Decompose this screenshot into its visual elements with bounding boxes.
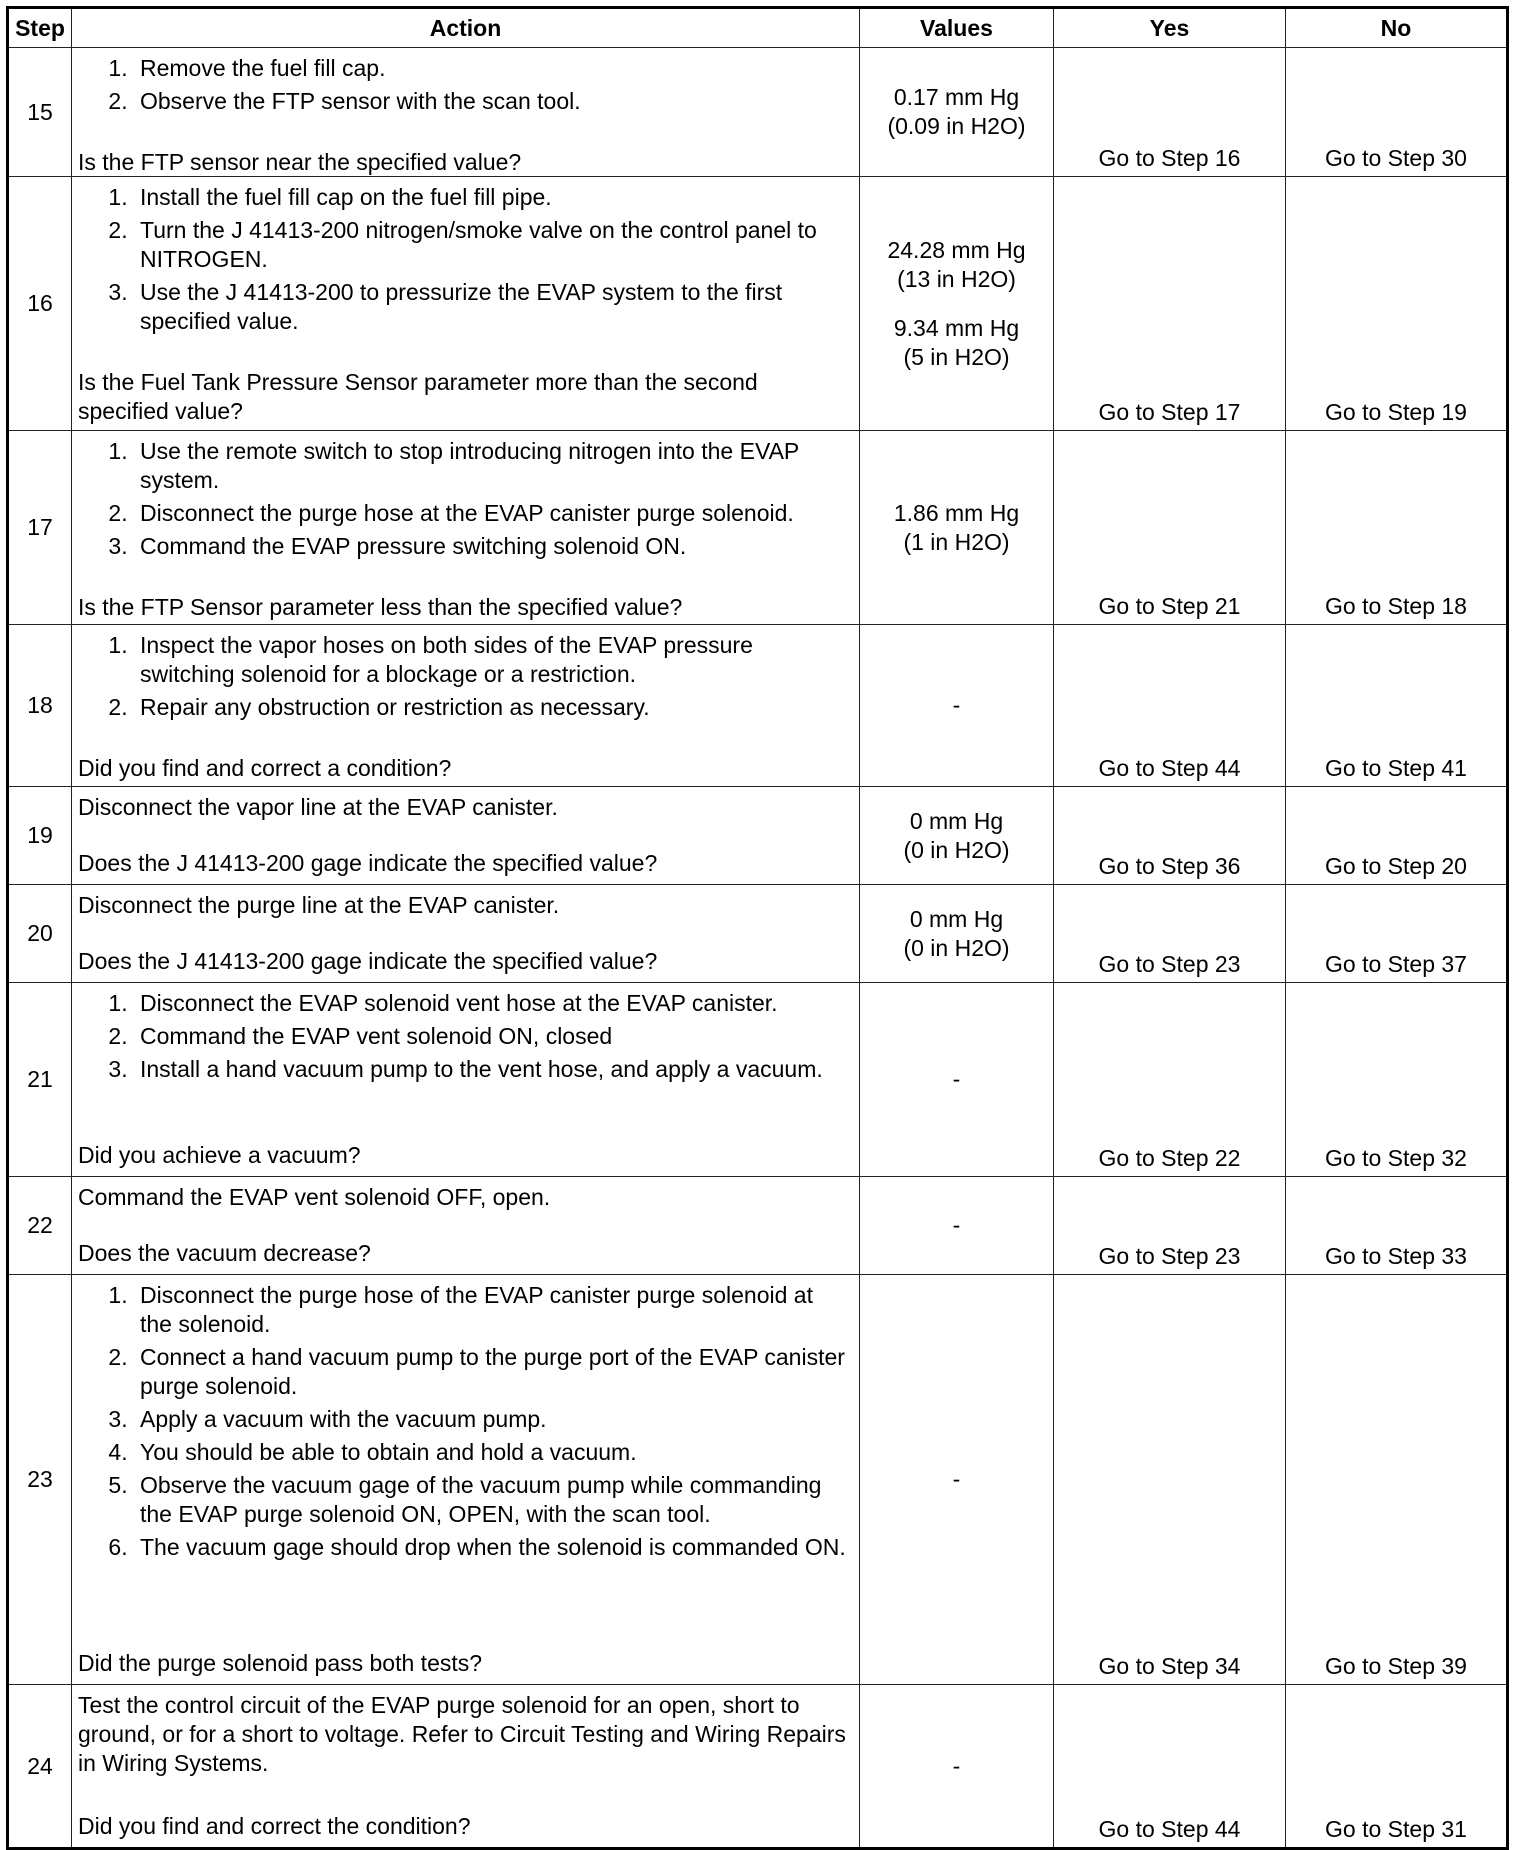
no-outcome: Go to Step 41 <box>1286 625 1508 787</box>
action-cell <box>72 1177 860 1275</box>
action-question: Is the FTP Sensor parameter less than the specified value? <box>78 594 683 620</box>
action-step: 2. Disconnect the purge hose at the EVAP canister purge solenoid. <box>134 499 851 528</box>
no-outcome: Go to Step 33 <box>1286 1177 1508 1275</box>
no-outcome: Go to Step 20 <box>1286 787 1508 885</box>
action-step: 3. Apply a vacuum with the vacuum pump. <box>134 1405 851 1434</box>
value-block <box>866 691 1047 720</box>
action-content <box>78 1281 851 1678</box>
values-cell <box>860 983 1054 1177</box>
value-block <box>866 1065 1047 1094</box>
value-block <box>866 314 1047 372</box>
value-line: 24.28 mm Hg <box>887 236 1026 263</box>
step-number: 23 <box>8 1275 72 1685</box>
value-line: 0 mm Hg <box>909 807 1004 834</box>
diagnostic-table <box>6 6 1509 1850</box>
action-step: 3. Use the J 41413-200 to pressurize the EVAP system to the first specified value. <box>134 278 851 336</box>
action-question: Is the Fuel Tank Pressure Sensor parameter more than the second specified value? <box>78 369 758 424</box>
action-step: 1. Install the fuel fill cap on the fuel fill pipe. <box>134 183 851 212</box>
action-cell <box>72 625 860 787</box>
action-step: 2. Repair any obstruction or restriction as necessary. <box>134 693 851 722</box>
header-step: Step <box>8 8 72 48</box>
action-cell <box>72 787 860 885</box>
action-content <box>78 891 851 976</box>
action-question: Does the J 41413-200 gage indicate the specified value? <box>78 850 658 876</box>
value-line: - <box>952 692 961 718</box>
action-steps-list <box>78 437 851 565</box>
step-number: 24 <box>8 1685 72 1849</box>
header-values: Values <box>860 8 1054 48</box>
action-cell <box>72 177 860 431</box>
table-row <box>8 983 1508 1177</box>
action-steps-list <box>78 54 851 120</box>
action-steps-list <box>78 989 851 1088</box>
action-text: Disconnect the vapor line at the EVAP canister. <box>78 794 558 820</box>
yes-outcome: Go to Step 44 <box>1054 1685 1286 1849</box>
action-step: 1. Disconnect the EVAP solenoid vent hose at the EVAP canister. <box>134 989 851 1018</box>
step-number: 17 <box>8 431 72 625</box>
action-cell <box>72 1685 860 1849</box>
value-block <box>866 1465 1047 1494</box>
action-question: Is the FTP sensor near the specified value? <box>78 149 522 175</box>
step-number: 16 <box>8 177 72 431</box>
yes-outcome: Go to Step 17 <box>1054 177 1286 431</box>
yes-outcome: Go to Step 22 <box>1054 983 1286 1177</box>
action-content <box>78 631 851 780</box>
table-row <box>8 177 1508 431</box>
values-cell <box>860 787 1054 885</box>
value-block <box>866 1211 1047 1240</box>
action-content <box>78 989 851 1170</box>
table-row <box>8 1177 1508 1275</box>
action-content <box>78 54 851 175</box>
action-step: 1. Use the remote switch to stop introducing nitrogen into the EVAP system. <box>134 437 851 495</box>
value-line: (0 in H2O) <box>903 836 1010 863</box>
action-content <box>78 1183 851 1268</box>
action-cell <box>72 885 860 983</box>
action-content <box>78 183 851 424</box>
header-row <box>8 8 1508 48</box>
values-cell <box>860 1177 1054 1275</box>
header-action: Action <box>72 8 860 48</box>
yes-outcome: Go to Step 34 <box>1054 1275 1286 1685</box>
action-step: 1. Disconnect the purge hose of the EVAP canister purge solenoid at the solenoid. <box>134 1281 851 1339</box>
values-cell <box>860 177 1054 431</box>
action-cell <box>72 1275 860 1685</box>
no-outcome: Go to Step 39 <box>1286 1275 1508 1685</box>
value-line: (0.09 in H2O) <box>887 113 1026 139</box>
action-content <box>78 793 851 878</box>
table-body <box>8 48 1508 1849</box>
action-cell <box>72 48 860 177</box>
step-number: 21 <box>8 983 72 1177</box>
value-block <box>866 83 1047 141</box>
value-block <box>866 807 1047 865</box>
action-question: Does the J 41413-200 gage indicate the specified value? <box>78 948 658 974</box>
step-number: 15 <box>8 48 72 177</box>
value-line: 0 mm Hg <box>909 905 1004 932</box>
action-question: Did you find and correct a condition? <box>78 755 452 781</box>
yes-outcome: Go to Step 16 <box>1054 48 1286 177</box>
value-line: (1 in H2O) <box>903 528 1010 555</box>
action-question: Did you find and correct the condition? <box>78 1813 471 1839</box>
action-step: 2. Connect a hand vacuum pump to the purge port of the EVAP canister purge solenoid. <box>134 1343 851 1401</box>
action-question: Does the vacuum decrease? <box>78 1240 371 1266</box>
action-content <box>78 1691 851 1841</box>
no-outcome: Go to Step 37 <box>1286 885 1508 983</box>
yes-outcome: Go to Step 23 <box>1054 1177 1286 1275</box>
action-step: 2. Command the EVAP vent solenoid ON, closed <box>134 1022 851 1051</box>
action-content <box>78 437 851 618</box>
action-text: Command the EVAP vent solenoid OFF, open. <box>78 1184 551 1210</box>
action-steps-list <box>78 183 851 340</box>
no-outcome: Go to Step 18 <box>1286 431 1508 625</box>
value-block <box>866 499 1047 557</box>
step-number: 20 <box>8 885 72 983</box>
value-line: 0.17 mm Hg <box>893 84 1020 110</box>
value-line: 9.34 mm Hg <box>893 314 1020 341</box>
yes-outcome: Go to Step 23 <box>1054 885 1286 983</box>
value-line: (13 in H2O) <box>897 265 1016 292</box>
table-row <box>8 1685 1508 1849</box>
action-step: 5. Observe the vacuum gage of the vacuum pump while commanding the EVAP purge solenoid ON, OPEN, with the scan tool. <box>134 1471 851 1529</box>
table-row <box>8 885 1508 983</box>
action-step: 1. Remove the fuel fill cap. <box>134 54 851 83</box>
step-number: 18 <box>8 625 72 787</box>
no-outcome: Go to Step 19 <box>1286 177 1508 431</box>
action-step: 2. Observe the FTP sensor with the scan tool. <box>134 87 851 116</box>
table-row <box>8 787 1508 885</box>
table-row <box>8 48 1508 177</box>
action-step: 4. You should be able to obtain and hold a vacuum. <box>134 1438 851 1467</box>
action-step: 3. Install a hand vacuum pump to the vent hose, and apply a vacuum. <box>134 1055 851 1084</box>
no-outcome: Go to Step 32 <box>1286 983 1508 1177</box>
action-steps-list <box>78 1281 851 1566</box>
action-question: Did you achieve a vacuum? <box>78 1142 361 1168</box>
no-outcome: Go to Step 31 <box>1286 1685 1508 1849</box>
step-number: 19 <box>8 787 72 885</box>
value-block <box>866 905 1047 963</box>
no-outcome: Go to Step 30 <box>1286 48 1508 177</box>
values-cell <box>860 885 1054 983</box>
value-line: - <box>952 1466 961 1492</box>
action-step: 6. The vacuum gage should drop when the solenoid is commanded ON. <box>134 1533 851 1562</box>
step-number: 22 <box>8 1177 72 1275</box>
yes-outcome: Go to Step 44 <box>1054 625 1286 787</box>
yes-outcome: Go to Step 21 <box>1054 431 1286 625</box>
value-line: 1.86 mm Hg <box>893 499 1020 526</box>
table-row <box>8 431 1508 625</box>
diagnostic-document <box>6 6 1506 1850</box>
value-line: - <box>952 1212 961 1238</box>
values-cell <box>860 625 1054 787</box>
values-cell <box>860 48 1054 177</box>
action-step: 2. Turn the J 41413-200 nitrogen/smoke valve on the control panel to NITROGEN. <box>134 216 851 274</box>
value-line: (5 in H2O) <box>903 343 1010 370</box>
action-step: 1. Inspect the vapor hoses on both sides of the EVAP pressure switching solenoid for a blockage or a restriction. <box>134 631 851 689</box>
table-row <box>8 625 1508 787</box>
value-block <box>866 236 1047 294</box>
header-no: No <box>1286 8 1508 48</box>
value-block <box>866 1752 1047 1781</box>
values-cell <box>860 431 1054 625</box>
action-step: 3. Command the EVAP pressure switching solenoid ON. <box>134 532 851 561</box>
action-text: Disconnect the purge line at the EVAP canister. <box>78 892 560 918</box>
values-cell <box>860 1275 1054 1685</box>
action-steps-list <box>78 631 851 726</box>
value-line: (0 in H2O) <box>903 934 1010 961</box>
value-line: - <box>952 1752 961 1779</box>
table-row <box>8 1275 1508 1685</box>
value-line: - <box>952 1066 961 1092</box>
action-text: Test the control circuit of the EVAP purge solenoid for an open, short to ground, or for a short to voltage. Refer to Circuit Testing and Wiring Repairs in Wiring Systems. <box>78 1692 846 1776</box>
header-yes: Yes <box>1054 8 1286 48</box>
action-question: Did the purge solenoid pass both tests? <box>78 1650 483 1676</box>
action-cell <box>72 983 860 1177</box>
values-cell <box>860 1685 1054 1849</box>
action-cell <box>72 431 860 625</box>
yes-outcome: Go to Step 36 <box>1054 787 1286 885</box>
